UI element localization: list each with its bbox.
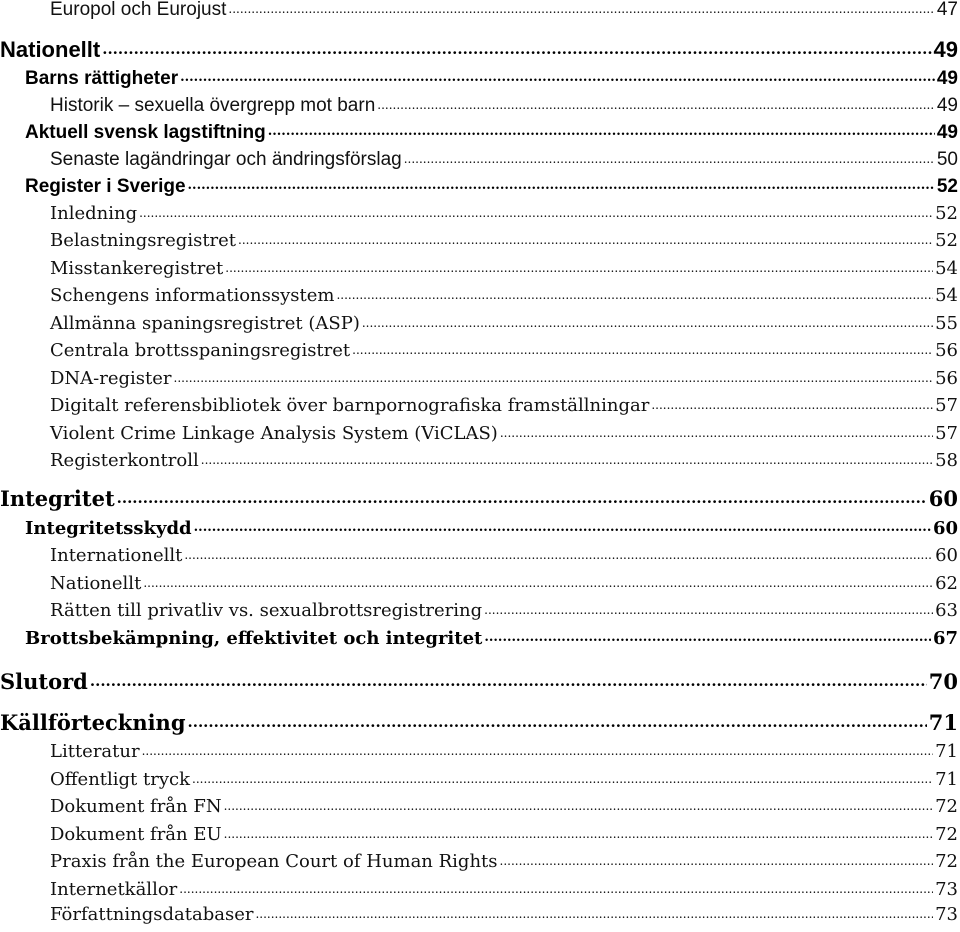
toc-dot-leader xyxy=(184,549,933,561)
toc-page-number: 60 xyxy=(932,518,958,539)
toc-entry xyxy=(25,177,958,203)
toc-dot-leader xyxy=(484,631,931,644)
toc-dot-leader xyxy=(336,289,933,301)
toc-entry-title: Allmänna spaningsregistret (ASP) xyxy=(50,313,360,334)
toc-dot-leader xyxy=(188,715,927,730)
toc-entry xyxy=(50,260,958,286)
toc-dot-leader xyxy=(362,317,933,329)
toc-page-number: 47 xyxy=(936,0,958,20)
toc-entry xyxy=(50,743,958,769)
toc-entry xyxy=(25,123,958,149)
toc-page-number: 72 xyxy=(935,796,958,817)
toc-dot-leader xyxy=(179,883,933,895)
toc-page-number: 58 xyxy=(935,450,958,471)
toc-dot-leader xyxy=(228,3,934,15)
toc-entry xyxy=(0,712,958,742)
toc-dot-leader xyxy=(201,454,933,466)
toc-entry xyxy=(50,771,958,797)
toc-entry xyxy=(50,0,958,26)
toc-dot-leader xyxy=(352,344,933,356)
toc-entry xyxy=(50,315,958,341)
toc-dot-leader xyxy=(651,399,933,411)
toc-page-number: 67 xyxy=(932,628,958,649)
toc-entry xyxy=(25,630,958,656)
toc-page-number: 49 xyxy=(933,37,958,62)
toc-page-number: 71 xyxy=(928,710,958,735)
toc-entry xyxy=(0,39,958,69)
toc-entry-title: Inledning xyxy=(50,203,138,224)
toc-entry-title: Integritet xyxy=(0,486,115,511)
toc-page-number: 50 xyxy=(936,149,958,170)
toc-dot-leader xyxy=(500,855,934,867)
toc-entry-title: Nationellt xyxy=(0,37,101,62)
toc-page-number: 55 xyxy=(935,313,958,334)
toc-page-number: 73 xyxy=(935,904,958,925)
toc-entry-title: Registerkontroll xyxy=(50,450,199,471)
toc-page-number: 62 xyxy=(935,573,958,594)
toc-entry-title: Internetkällor xyxy=(50,879,178,900)
toc-entry xyxy=(50,205,958,231)
toc-page-number: 57 xyxy=(935,395,958,416)
toc-entry-title: Misstankeregistret xyxy=(50,258,224,279)
toc-entry-title: Källförteckning xyxy=(0,710,186,735)
toc-entry xyxy=(50,853,958,879)
toc-page-number: 60 xyxy=(935,545,958,566)
toc-entry-title: Praxis från the European Court of Human Rights xyxy=(50,851,498,872)
toc-entry-title: Register i Sverige xyxy=(25,176,186,197)
toc-entry-title: Integritetsskydd xyxy=(25,518,192,539)
toc-entry xyxy=(50,342,958,368)
toc-entry xyxy=(50,425,958,451)
toc-entry xyxy=(50,150,958,176)
toc-dot-leader xyxy=(90,674,927,689)
toc-entry xyxy=(50,370,958,396)
toc-dot-leader xyxy=(194,521,931,534)
toc-entry-title: Rätten till privatliv vs. sexualbrottsregistrering xyxy=(50,600,483,621)
toc-entry-title: Schengens informationssystem xyxy=(50,285,335,306)
toc-entry-title: Digitalt referensbibliotek över barnpornografiska framställningar xyxy=(50,395,650,416)
toc-page-number: 60 xyxy=(928,486,958,511)
toc-page-number: 52 xyxy=(936,176,958,197)
toc-entry xyxy=(50,602,958,628)
toc-page-number: 49 xyxy=(936,95,958,116)
toc-page-number: 56 xyxy=(935,368,958,389)
toc-dot-leader xyxy=(117,491,927,506)
toc-entry-title: Historik – sexuella övergrepp mot barn xyxy=(50,95,376,116)
toc-entry-title: Violent Crime Linkage Analysis System (ViCLAS) xyxy=(50,423,498,444)
toc-dot-leader xyxy=(180,71,935,84)
toc-entry-title: Slutord xyxy=(0,669,88,694)
toc-entry xyxy=(50,575,958,601)
toc-page-number: 57 xyxy=(935,423,958,444)
toc-entry xyxy=(50,397,958,423)
toc-entry-title: Dokument från FN xyxy=(50,796,222,817)
toc-dot-leader xyxy=(268,125,935,138)
toc-entry xyxy=(50,547,958,573)
toc-entry xyxy=(50,906,958,932)
toc-entry-title: Dokument från EU xyxy=(50,824,222,845)
toc-page-number: 54 xyxy=(935,258,958,279)
toc-dot-leader xyxy=(224,800,934,812)
toc-entry xyxy=(50,96,958,122)
toc-entry xyxy=(50,826,958,852)
toc-entry xyxy=(0,671,958,701)
toc-page-number: 71 xyxy=(935,741,958,762)
toc-entry-title: Brottsbekämpning, effektivitet och integritet xyxy=(25,628,483,649)
toc-page-number: 56 xyxy=(935,340,958,361)
toc-entry-title: DNA-register xyxy=(50,368,172,389)
toc-dot-leader xyxy=(224,828,933,840)
toc-entry-title: Litteratur xyxy=(50,741,140,762)
toc-dot-leader xyxy=(174,372,934,384)
toc-page-number: 70 xyxy=(928,669,958,694)
toc-dot-leader xyxy=(484,604,933,616)
toc-dot-leader xyxy=(188,179,935,192)
toc-page-number: 54 xyxy=(935,285,958,306)
toc-dot-leader xyxy=(225,262,933,274)
toc-dot-leader xyxy=(139,207,933,219)
toc-dot-leader xyxy=(143,577,933,589)
toc-entry-title: Europol och Eurojust xyxy=(50,0,227,20)
toc-page-number: 49 xyxy=(936,68,958,89)
toc-dot-leader xyxy=(142,745,933,757)
toc-page-number: 63 xyxy=(935,600,958,621)
toc-entry-title: Nationellt xyxy=(50,573,142,594)
toc-entry xyxy=(50,287,958,313)
toc-entry xyxy=(25,69,958,95)
toc-entry xyxy=(0,488,958,518)
toc-entry xyxy=(50,452,958,478)
toc-page-number: 52 xyxy=(935,230,958,251)
toc-page-number: 52 xyxy=(935,203,958,224)
toc-page-number: 73 xyxy=(935,879,958,900)
toc-entry xyxy=(50,798,958,824)
toc-page-number: 72 xyxy=(935,851,958,872)
toc-entry-title: Centrala brottsspaningsregistret xyxy=(50,340,351,361)
toc-page-number: 71 xyxy=(935,769,958,790)
toc-dot-leader xyxy=(404,153,935,165)
toc-entry xyxy=(25,520,958,546)
toc-page-number: 49 xyxy=(936,122,958,143)
toc-entry-title: Senaste lagändringar och ändringsförslag xyxy=(50,149,402,170)
toc-dot-leader xyxy=(102,42,931,57)
toc-entry-title: Författningsdatabaser xyxy=(50,904,254,925)
toc-dot-leader xyxy=(377,99,935,111)
toc-entry xyxy=(50,232,958,258)
toc-entry-title: Aktuell svensk lagstiftning xyxy=(25,122,266,143)
toc-entry-title: Internationellt xyxy=(50,545,183,566)
toc-dot-leader xyxy=(192,773,933,785)
toc-entry-title: Barns rättigheter xyxy=(25,68,179,89)
toc-entry-title: Belastningsregistret xyxy=(50,230,237,251)
toc-dot-leader xyxy=(238,234,933,246)
toc-dot-leader xyxy=(500,427,933,439)
toc-entry-title: Offentligt tryck xyxy=(50,769,191,790)
toc-dot-leader xyxy=(255,908,933,920)
toc-page-number: 72 xyxy=(935,824,958,845)
